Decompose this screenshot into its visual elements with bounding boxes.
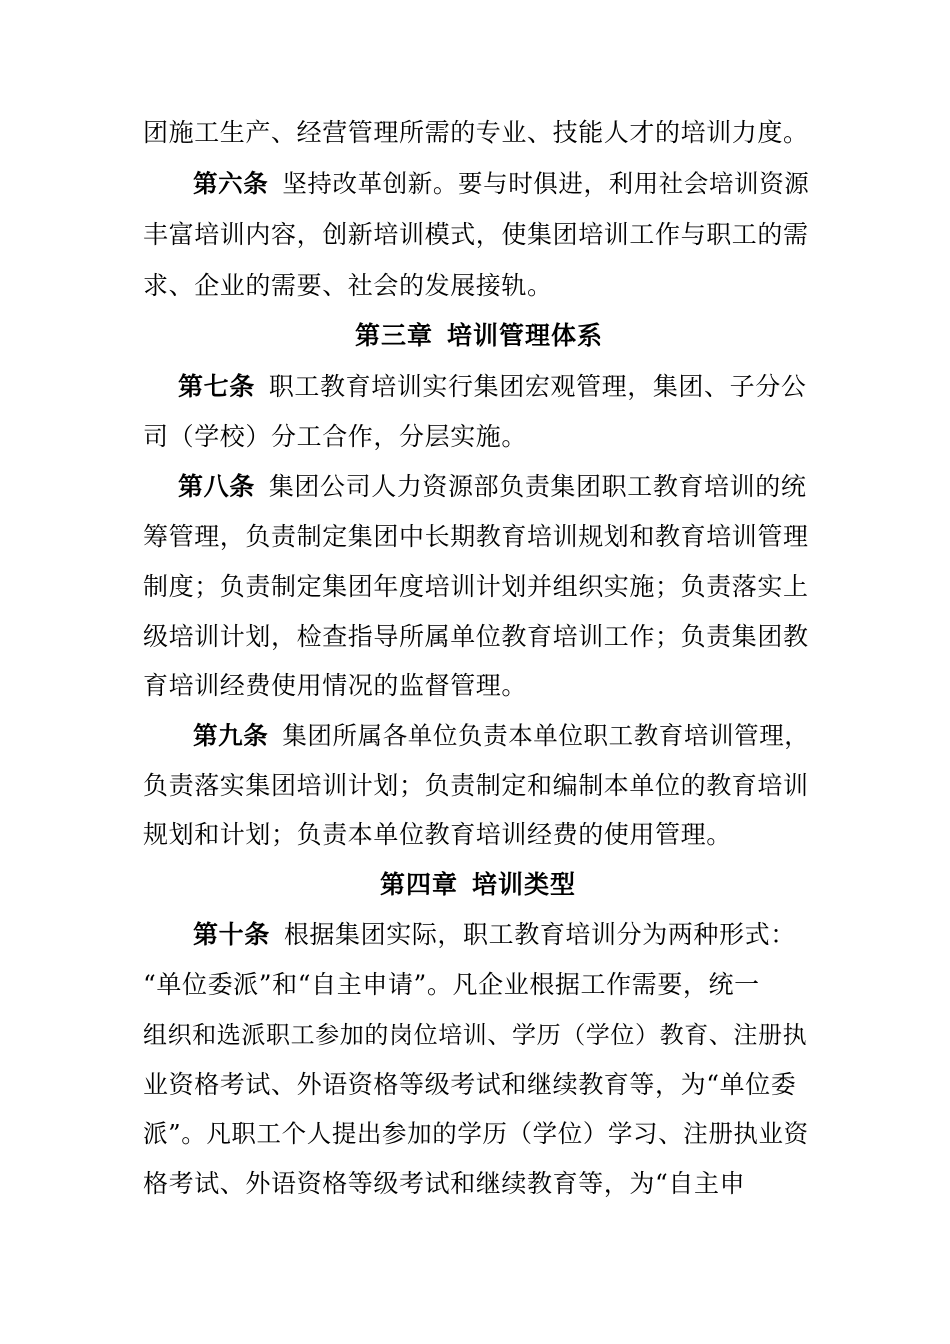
article-8-line-2: 筹管理，负责制定集团中长期教育培训规划和教育培训管理: [143, 522, 809, 551]
article-9-label: 第九条: [193, 721, 269, 750]
article-10-line-6: 格考试、外语资格等级考试和继续教育等，为“自主申: [143, 1169, 746, 1198]
chapter-4-title: 培训类型: [472, 870, 577, 899]
paragraph-continuation: 团施工生产、经营管理所需的专业、技能人才的培训力度。: [143, 118, 809, 147]
article-6-line-3: 求、企业的需要、社会的发展接轨。: [143, 271, 553, 300]
article-10-line-1: [193, 910, 796, 960]
article-8-line-3: 制度；负责制定集团年度培训计划并组织实施；负责落实上: [143, 572, 809, 601]
article-10-line-2: “单位委派”和“自主申请”。凡企业根据工作需要，统一: [143, 970, 760, 999]
article-6-line-1: [193, 159, 809, 209]
article-6-label: 第六条: [193, 169, 269, 198]
article-10-line-4: 业资格考试、外语资格等级考试和继续教育等，为“单位委: [143, 1070, 797, 1099]
article-8-line-5: 育培训经费使用情况的监督管理。: [143, 671, 528, 700]
article-9-line-1: [193, 711, 809, 761]
chapter-3-title: 培训管理体系: [447, 321, 604, 350]
article-7-line-1: [178, 362, 806, 412]
article-10-line-5: 派”。凡职工个人提出参加的学历（学位）学习、注册执业资: [143, 1119, 809, 1148]
article-8-label: 第八条: [178, 472, 255, 501]
article-10-line-3: 组织和选派职工参加的岗位培训、学历（学位）教育、注册执: [143, 1021, 808, 1049]
article-7-text-1: 职工教育培训实行集团宏观管理，集团、子分公: [268, 372, 807, 401]
article-8-line-4: 级培训计划，检查指导所属单位教育培训工作；负责集团教: [143, 622, 809, 651]
article-7-label: 第七条: [178, 372, 255, 401]
article-8-line-1: [178, 462, 806, 512]
article-9-line-3: 规划和计划；负责本单位教育培训经费的使用管理。: [143, 820, 732, 849]
article-6-line-2: 丰富培训内容，创新培训模式，使集团培训工作与职工的需: [143, 220, 809, 249]
chapter-4-number: 第四章: [380, 870, 459, 899]
article-10-label: 第十条: [193, 920, 270, 949]
article-6-text-1: 坚持改革创新。要与时俱进，利用社会培训资源: [282, 169, 810, 198]
chapter-4-heading: [380, 860, 576, 910]
chapter-3-number: 第三章: [355, 321, 434, 350]
article-10-text-1: 根据集团实际，职工教育培训分为两种形式：: [283, 920, 796, 949]
article-8-text-1: 集团公司人力资源部负责集团职工教育培训的统: [268, 472, 807, 501]
chapter-3-heading: [355, 311, 603, 361]
article-9-line-2: 负责落实集团培训计划；负责制定和编制本单位的教育培训: [143, 771, 809, 800]
article-7-line-2: 司（学校）分工合作，分层实施。: [143, 422, 528, 451]
article-9-text-1: 集团所属各单位负责本单位职工教育培训管理，: [282, 721, 810, 750]
